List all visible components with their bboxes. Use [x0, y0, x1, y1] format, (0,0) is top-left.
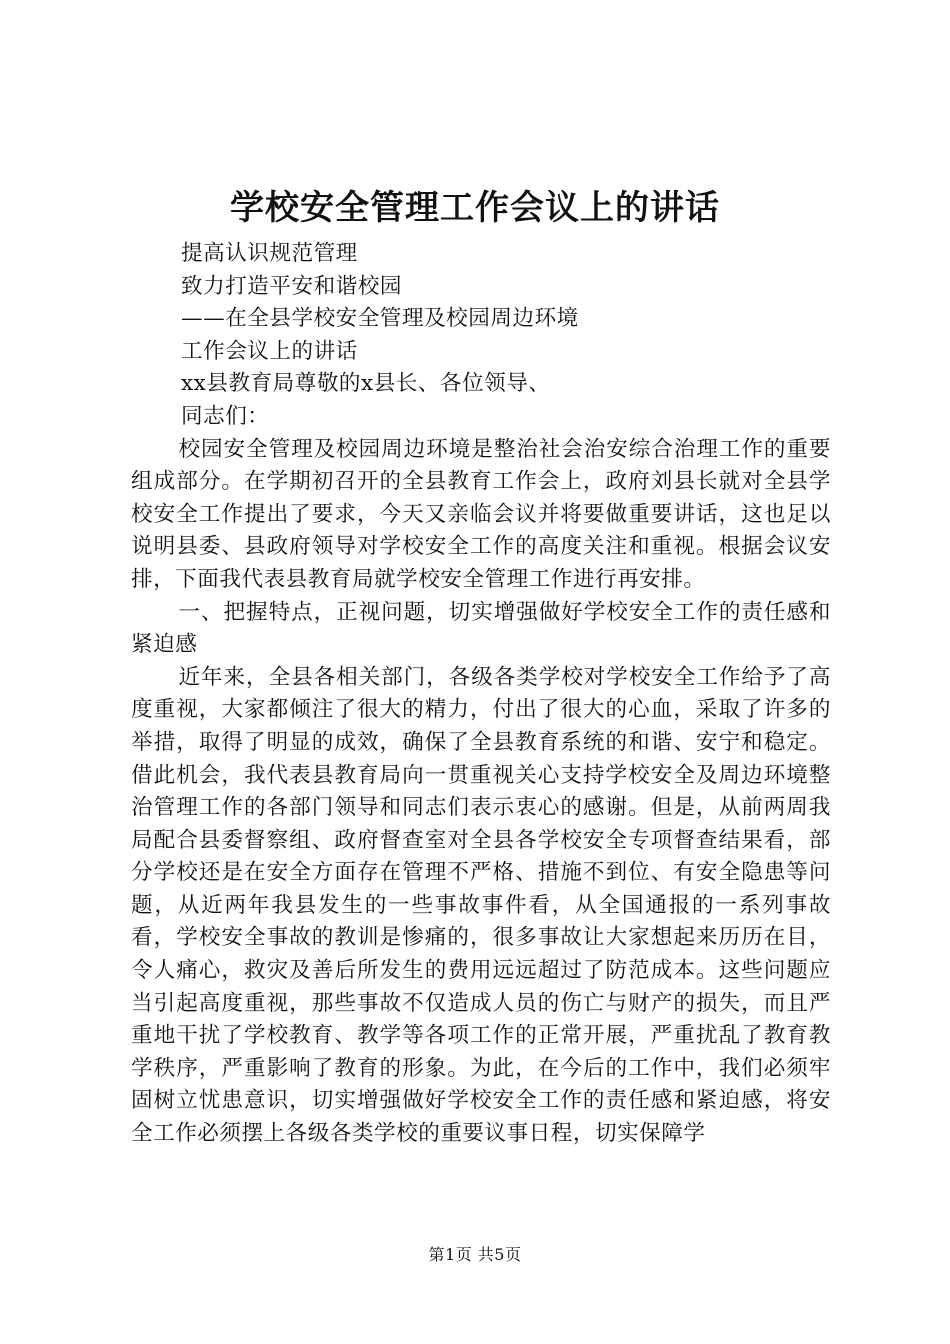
subtitle-line: 致力打造平安和谐校园	[181, 273, 402, 299]
section-heading: 一、把握特点，正视问题，切实增强做好学校安全工作的责任感和紧迫感	[131, 599, 831, 658]
document-body	[131, 238, 831, 1151]
subtitle-line: 工作会议上的讲话	[181, 338, 358, 364]
paragraph: 校园安全管理及校园周边环境是整治社会治安综合治理工作的重要组成部分。在学期初召开的全县教育工作会上，政府刘县长就对全县学校安全工作提出了要求，今天又亲临会议并将要做重要讲话，这也足以说明县委、县政府领导对学校安全工作的高度关注和重视。根据会议安排，下面我代表县教育局就学校安全管理工作进行再安排。	[131, 436, 831, 592]
salutation-line: xx县教育局尊敬的x县长、各位领导、	[181, 371, 551, 397]
document-title: 学校安全管理工作会议上的讲话	[230, 188, 720, 228]
salutation-line: 同志们：	[181, 403, 270, 429]
subtitle-line: 提高认识规范管理	[181, 241, 358, 266]
paragraph: 近年来，全县各相关部门，各级各类学校对学校安全工作给予了高度重视，大家都倾注了很大的精力，付出了很大的心血，采取了许多的举措，取得了明显的成效，确保了全县教育系统的和谐、安宁和稳定。借此机会，我代表县教育局向一贯重视关心支持学校安全及周边环境整治管理工作的各部门领导和同志们表示衷心的感谢。但是，从前两周我局配合县委督察组、政府督查室对全县各学校安全专项督查结果看，部分学校还是在安全方面存在管理不严格、措施不到位、有安全隐患等问题，从近两年我县发生的一些事故事件看，从全国通报的一系列事故看，学校安全事故的教训是惨痛的，很多事故让大家想起来历历在目，令人痛心，救灾及善后所发生的费用远远超过了防范成本。这些问题应当引起高度重视，那些事故不仅造成人员的伤亡与财产的损失，而且严重地干扰了学校教育、教学等各项工作的正常开展，严重扰乱了教育教学秩序，严重影响了教育的形象。为此，在今后的工作中，我们必须牢固树立忧患意识，切实增强做好学校安全工作的责任感和紧迫感，将安全工作必须摆上各级各类学校的重要议事日程，切实保障学	[131, 664, 831, 1147]
page-footer: 第1页 共5页	[428, 1245, 522, 1264]
subtitle-line: ——在全县学校安全管理及校园周边环境	[181, 306, 579, 332]
